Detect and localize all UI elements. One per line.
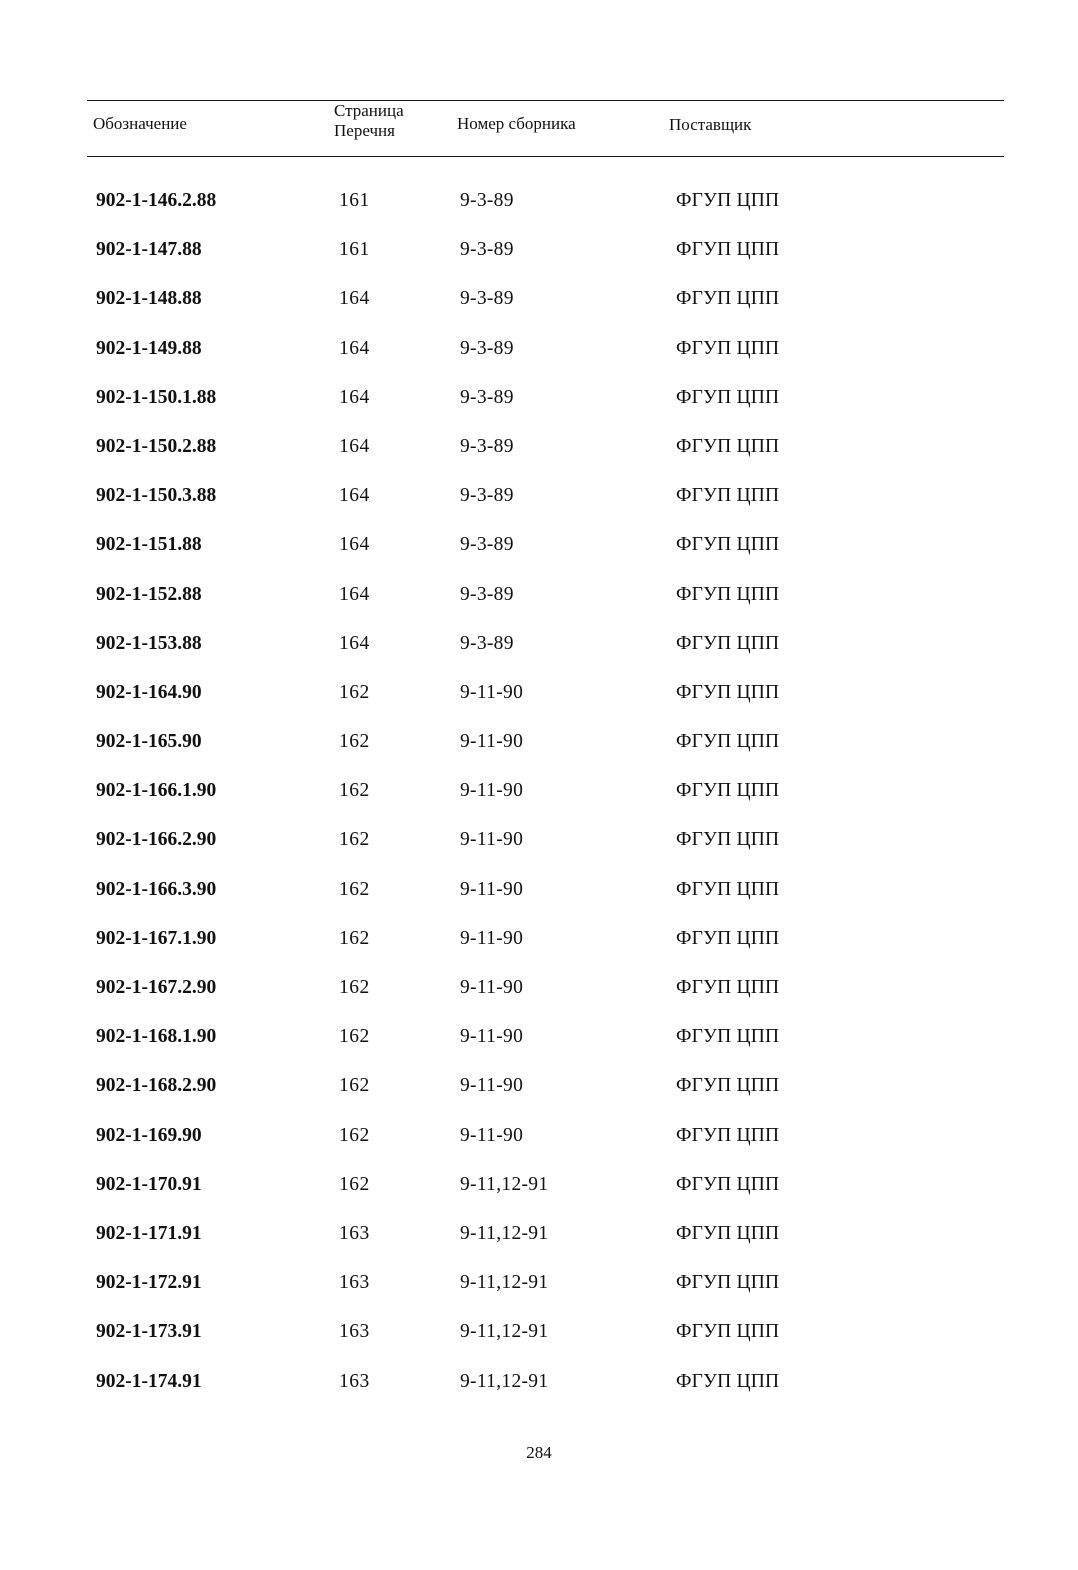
page-cell: 163 (339, 1222, 370, 1244)
collection-cell: 9-3-89 (460, 435, 514, 457)
page-cell: 164 (339, 288, 370, 310)
page-cell: 161 (339, 239, 370, 261)
designation-cell: 902-1-150.1.88 (96, 386, 217, 408)
designation-cell: 902-1-147.88 (96, 239, 202, 261)
collection-cell: 9-3-89 (460, 239, 514, 261)
collection-cell: 9-11,12-91 (460, 1272, 549, 1294)
table-body (0, 187, 1078, 1417)
supplier-cell: ФГУП ЦПП (676, 681, 780, 703)
collection-cell: 9-11-90 (460, 829, 524, 851)
page-cell: 162 (339, 731, 370, 753)
supplier-cell: ФГУП ЦПП (676, 534, 780, 556)
supplier-cell: ФГУП ЦПП (676, 780, 780, 802)
table-row (0, 236, 1078, 285)
designation-cell: 902-1-150.3.88 (96, 485, 217, 507)
designation-cell: 902-1-153.88 (96, 632, 202, 654)
column-header-page-line1: Страница (334, 101, 404, 120)
page-number: 284 (526, 1443, 552, 1462)
supplier-cell: ФГУП ЦПП (676, 386, 780, 408)
supplier-cell: ФГУП ЦПП (676, 1173, 780, 1195)
designation-cell: 902-1-173.91 (96, 1321, 202, 1343)
page-cell: 162 (339, 1075, 370, 1097)
supplier-cell: ФГУП ЦПП (676, 190, 780, 211)
collection-cell: 9-11-90 (460, 927, 524, 949)
page-cell: 162 (339, 1124, 370, 1146)
table-row (0, 974, 1078, 1023)
page-cell: 162 (339, 829, 370, 851)
supplier-cell: ФГУП ЦПП (676, 1272, 780, 1294)
supplier-cell: ФГУП ЦПП (676, 239, 780, 261)
designation-cell: 902-1-165.90 (96, 731, 202, 753)
collection-cell: 9-11-90 (460, 977, 524, 998)
collection-cell: 9-3-89 (460, 288, 514, 310)
designation-cell: 902-1-150.2.88 (96, 435, 217, 457)
table-row (0, 777, 1078, 826)
table-row (0, 1220, 1078, 1269)
designation-cell: 902-1-151.88 (96, 534, 202, 556)
table-row (0, 826, 1078, 875)
page-cell: 162 (339, 878, 370, 900)
table-row (0, 433, 1078, 482)
collection-cell: 9-11,12-91 (460, 1222, 549, 1244)
table-row (0, 630, 1078, 679)
table-row (0, 1368, 1078, 1417)
table-row (0, 1023, 1078, 1072)
supplier-cell: ФГУП ЦПП (676, 583, 780, 605)
collection-cell: 9-11,12-91 (460, 1321, 549, 1343)
page-cell: 163 (339, 1321, 370, 1343)
page-cell: 162 (339, 1173, 370, 1195)
table-row (0, 1318, 1078, 1367)
page-cell: 164 (339, 632, 370, 654)
table-row (0, 679, 1078, 728)
table-row (0, 482, 1078, 531)
supplier-cell: ФГУП ЦПП (676, 1222, 780, 1244)
collection-cell: 9-3-89 (460, 632, 514, 654)
designation-cell: 902-1-152.88 (96, 583, 202, 605)
collection-cell: 9-3-89 (460, 190, 514, 211)
designation-cell: 902-1-171.91 (96, 1222, 202, 1244)
collection-cell: 9-11-90 (460, 780, 524, 802)
column-header-page (334, 101, 444, 141)
designation-cell: 902-1-168.1.90 (96, 1026, 217, 1048)
table-row (0, 187, 1078, 236)
page-cell: 162 (339, 977, 370, 998)
designation-cell: 902-1-168.2.90 (96, 1075, 217, 1097)
collection-cell: 9-11,12-91 (460, 1173, 549, 1195)
table-row (0, 581, 1078, 630)
page-cell: 163 (339, 1370, 370, 1392)
designation-cell: 902-1-166.1.90 (96, 780, 217, 802)
page-cell: 164 (339, 583, 370, 605)
collection-cell: 9-11-90 (460, 1026, 524, 1048)
header-bottom-rule (87, 156, 1004, 157)
collection-cell: 9-3-89 (460, 485, 514, 507)
column-header-designation: Обозначение (93, 114, 187, 133)
designation-cell: 902-1-167.2.90 (96, 977, 217, 998)
supplier-cell: ФГУП ЦПП (676, 927, 780, 949)
supplier-cell: ФГУП ЦПП (676, 1370, 780, 1392)
designation-cell: 902-1-169.90 (96, 1124, 202, 1146)
designation-cell: 902-1-172.91 (96, 1272, 202, 1294)
table-row (0, 335, 1078, 384)
collection-cell: 9-11,12-91 (460, 1370, 549, 1392)
page-cell: 164 (339, 386, 370, 408)
collection-cell: 9-11-90 (460, 681, 524, 703)
table-row (0, 1269, 1078, 1318)
page-cell: 162 (339, 1026, 370, 1048)
page-cell: 164 (339, 485, 370, 507)
page-cell: 162 (339, 780, 370, 802)
collection-cell: 9-3-89 (460, 583, 514, 605)
table-row (0, 1122, 1078, 1171)
table-row (0, 876, 1078, 925)
supplier-cell: ФГУП ЦПП (676, 435, 780, 457)
table-row (0, 285, 1078, 334)
designation-cell: 902-1-166.3.90 (96, 878, 217, 900)
designation-cell: 902-1-170.91 (96, 1173, 202, 1195)
table-row (0, 1171, 1078, 1220)
table-row (0, 384, 1078, 433)
designation-cell: 902-1-166.2.90 (96, 829, 217, 851)
table-row (0, 728, 1078, 777)
page-cell: 162 (339, 927, 370, 949)
table-row (0, 1072, 1078, 1121)
supplier-cell: ФГУП ЦПП (676, 829, 780, 851)
designation-cell: 902-1-148.88 (96, 288, 202, 310)
column-header-collection: Номер сборника (457, 114, 576, 133)
supplier-cell: ФГУП ЦПП (676, 731, 780, 753)
collection-cell: 9-3-89 (460, 337, 514, 359)
supplier-cell: ФГУП ЦПП (676, 485, 780, 507)
supplier-cell: ФГУП ЦПП (676, 977, 780, 998)
collection-cell: 9-11-90 (460, 878, 524, 900)
supplier-cell: ФГУП ЦПП (676, 1321, 780, 1343)
page-cell: 162 (339, 681, 370, 703)
supplier-cell: ФГУП ЦПП (676, 288, 780, 310)
supplier-cell: ФГУП ЦПП (676, 878, 780, 900)
supplier-cell: ФГУП ЦПП (676, 1026, 780, 1048)
supplier-cell: ФГУП ЦПП (676, 337, 780, 359)
page-cell: 164 (339, 337, 370, 359)
supplier-cell: ФГУП ЦПП (676, 1075, 780, 1097)
designation-cell: 902-1-146.2.88 (96, 190, 217, 211)
column-header-page-line2: Перечня (334, 121, 395, 140)
collection-cell: 9-3-89 (460, 386, 514, 408)
header-top-rule (87, 100, 1004, 101)
collection-cell: 9-11-90 (460, 1075, 524, 1097)
designation-cell: 902-1-174.91 (96, 1370, 202, 1392)
designation-cell: 902-1-149.88 (96, 337, 202, 359)
collection-cell: 9-3-89 (460, 534, 514, 556)
page-cell: 164 (339, 534, 370, 556)
page-cell: 163 (339, 1272, 370, 1294)
supplier-cell: ФГУП ЦПП (676, 1124, 780, 1146)
designation-cell: 902-1-164.90 (96, 681, 202, 703)
page-cell: 161 (339, 190, 370, 211)
collection-cell: 9-11-90 (460, 1124, 524, 1146)
collection-cell: 9-11-90 (460, 731, 524, 753)
column-header-supplier: Поставщик (669, 115, 752, 134)
designation-cell: 902-1-167.1.90 (96, 927, 217, 949)
page-cell: 164 (339, 435, 370, 457)
supplier-cell: ФГУП ЦПП (676, 632, 780, 654)
table-row (0, 925, 1078, 974)
table-row (0, 531, 1078, 580)
